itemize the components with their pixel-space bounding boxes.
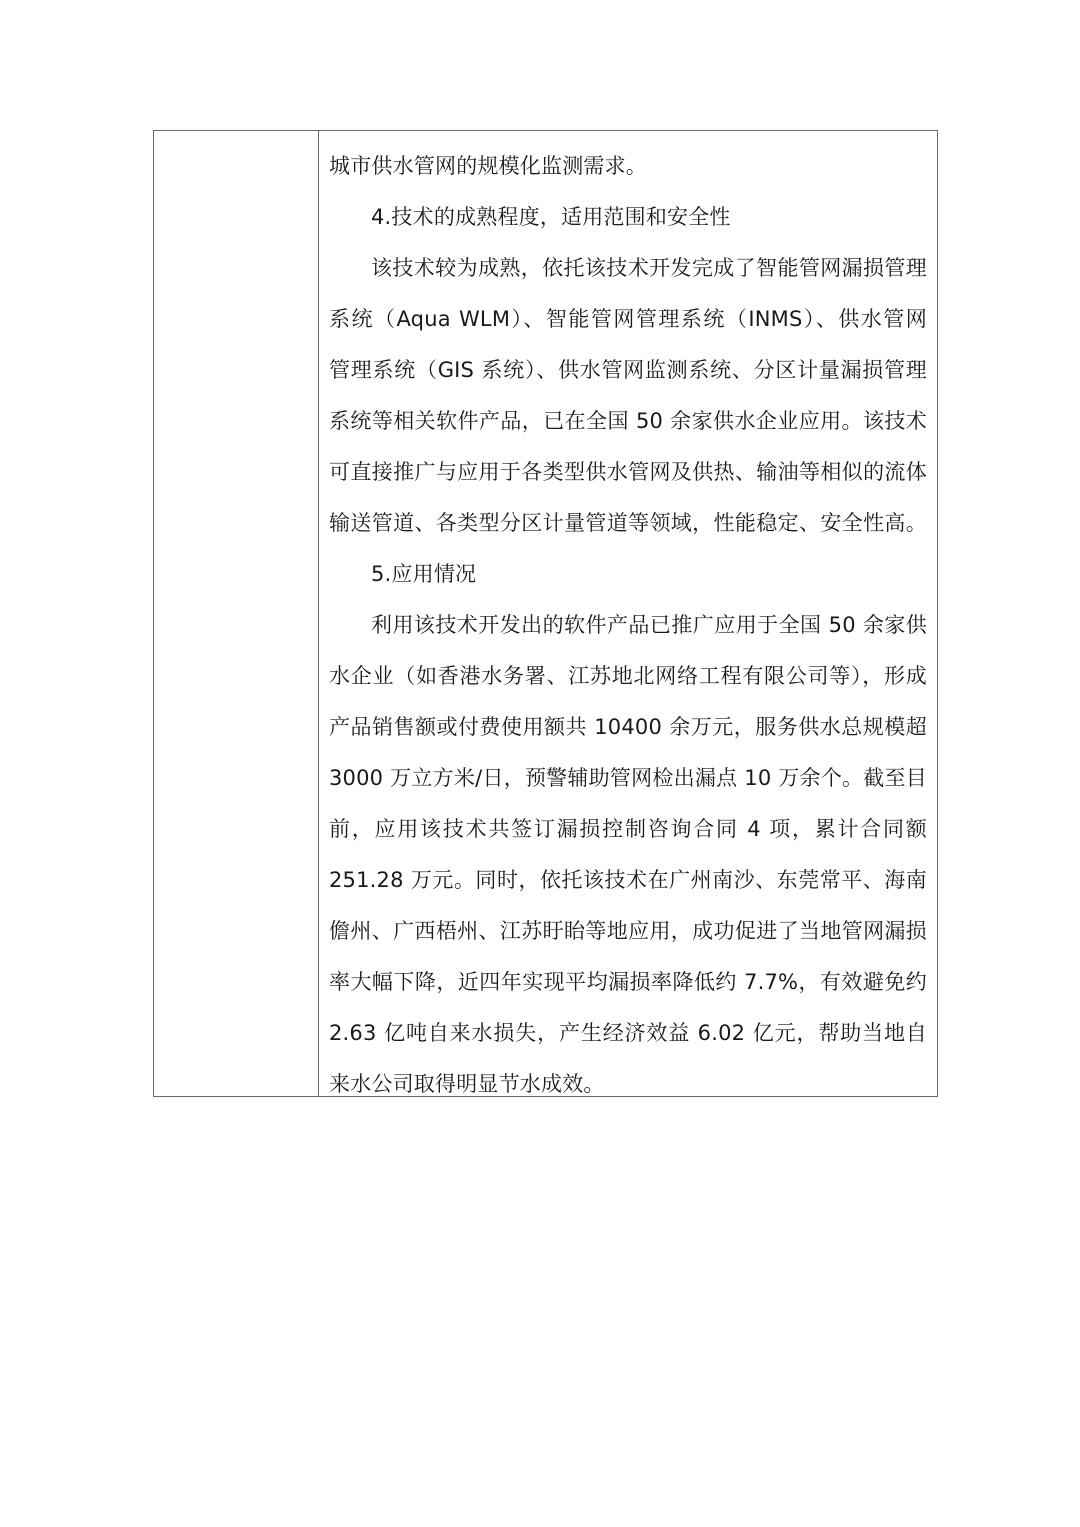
content-table: [153, 130, 938, 1097]
text-line: 水企业（如香港水务署、江苏地北网络工程有限公司等），形成: [329, 664, 927, 688]
table-left-cell: [154, 131, 319, 1096]
table-right-cell: [319, 131, 937, 1096]
text-line: 率大幅下降，近四年实现平均漏损率降低约 7.7%，有效避免约: [329, 970, 927, 994]
text-line: 3000 万立方米/日，预警辅助管网检出漏点 10 万余个。截至目: [329, 766, 927, 790]
text-line: 管理系统（GIS 系统）、供水管网监测系统、分区计量漏损管理: [329, 358, 927, 382]
text-line: 儋州、广西梧州、江苏盱眙等地应用，成功促进了当地管网漏损: [329, 919, 927, 943]
text-line: 系统等相关软件产品，已在全国 50 余家供水企业应用。该技术: [329, 409, 927, 433]
text-line: 利用该技术开发出的软件产品已推广应用于全国 50 余家供: [371, 613, 927, 637]
section-heading: 4.技术的成熟程度，适用范围和安全性: [371, 205, 731, 229]
text-line: 输送管道、各类型分区计量管道等领域，性能稳定、安全性高。: [329, 511, 927, 535]
section-heading: 5.应用情况: [371, 562, 477, 586]
text-line: 251.28 万元。同时，依托该技术在广州南沙、东莞常平、海南: [329, 868, 927, 892]
text-line: 产品销售额或付费使用额共 10400 余万元，服务供水总规模超: [329, 715, 927, 739]
text-line: 2.63 亿吨自来水损失，产生经济效益 6.02 亿元，帮助当地自: [329, 1021, 927, 1045]
text-line: 来水公司取得明显节水成效。: [329, 1072, 605, 1096]
text-line: 该技术较为成熟，依托该技术开发完成了智能管网漏损管理: [371, 256, 927, 280]
text-line: 系统（Aqua WLM）、智能管网管理系统（INMS）、供水管网: [329, 307, 927, 331]
text-line: 前，应用该技术共签订漏损控制咨询合同 4 项，累计合同额: [329, 817, 927, 841]
text-line: 可直接推广与应用于各类型供水管网及供热、输油等相似的流体: [329, 460, 927, 484]
text-line: 城市供水管网的规模化监测需求。: [329, 154, 647, 178]
